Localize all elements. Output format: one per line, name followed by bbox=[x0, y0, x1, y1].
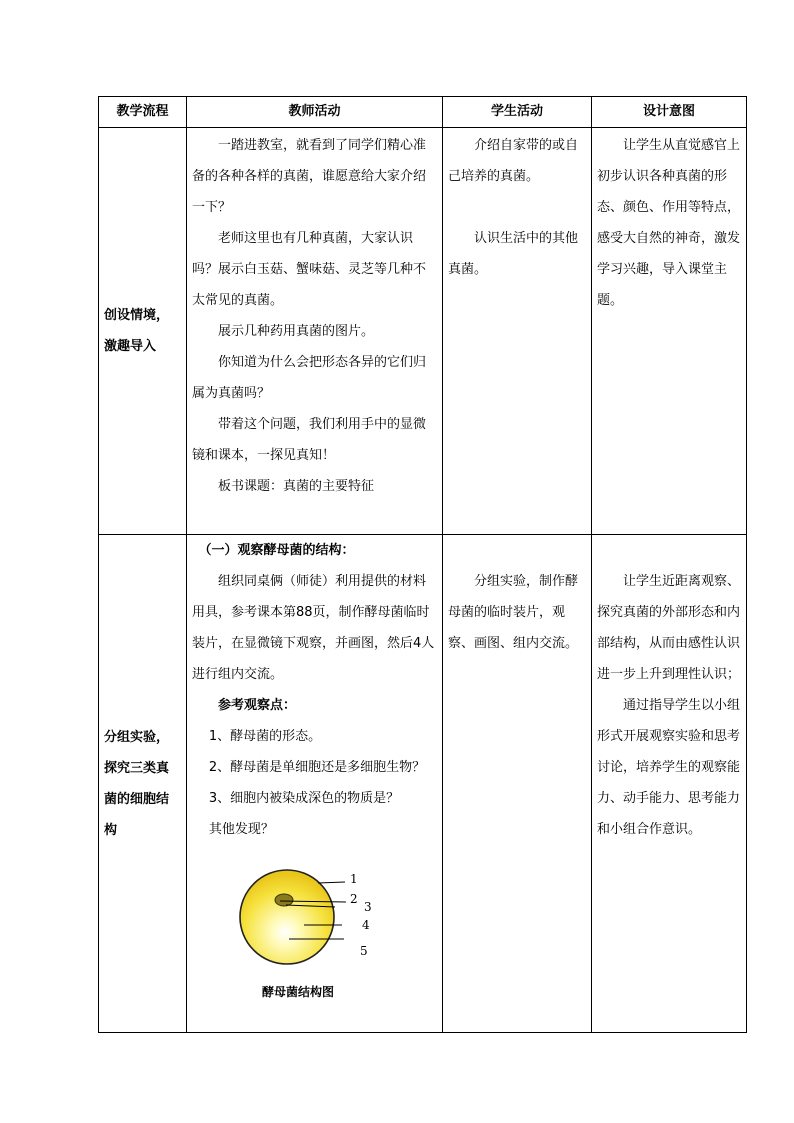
teacher-paragraph: 组织同桌俩（师徒）利用提供的材料用具，参考课本第88页，制作酵母菌临时装片，在显微镜下观察，并画图，然后4人进行组内交流。 bbox=[192, 574, 435, 682]
cell-nucleus bbox=[275, 894, 293, 906]
header-teacher: 教师活动 bbox=[187, 97, 443, 128]
lesson-plan-table bbox=[98, 96, 747, 1033]
cell-body bbox=[240, 870, 334, 964]
header-intent: 设计意图 bbox=[592, 97, 747, 128]
label-3: 3 bbox=[364, 900, 372, 914]
teacher-paragraph: 带着这个问题，我们利用手中的显微镜和课本，一探见真知！ bbox=[192, 417, 427, 463]
table-row bbox=[99, 128, 747, 535]
intent-cell bbox=[592, 128, 747, 535]
header-stage: 教学流程 bbox=[99, 97, 187, 128]
observation-point: 2、酵母菌是单细胞还是多细胞生物？ bbox=[208, 760, 426, 775]
stage-cell: 创设情境，激趣导入 bbox=[99, 128, 187, 535]
student-cell bbox=[443, 535, 592, 1033]
teacher-paragraph: 老师这里也有几种真菌，大家认识吗？展示白玉菇、蟹味菇、灵芝等几种不太常见的真菌。 bbox=[192, 231, 427, 308]
section-heading: （一）观察酵母菌的结构： bbox=[198, 543, 355, 558]
label-2: 2 bbox=[350, 892, 358, 906]
stage-cell: 分组实验，探究三类真菌的细胞结构 bbox=[99, 535, 187, 1033]
teacher-cell bbox=[187, 128, 443, 535]
yeast-structure-figure bbox=[192, 865, 432, 1005]
label-1: 1 bbox=[350, 872, 358, 886]
teacher-paragraph: 你知道为什么会把形态各异的它们归属为真菌吗？ bbox=[192, 355, 427, 401]
teacher-paragraph: 展示几种药用真菌的图片。 bbox=[218, 324, 375, 339]
points-heading: 参考观察点： bbox=[218, 698, 297, 713]
student-paragraph: 认识生活中的其他真菌。 bbox=[448, 231, 579, 277]
intent-cell bbox=[592, 535, 747, 1033]
intent-paragraph: 让学生近距离观察、探究真菌的外部形态和内部结构，从而由感性认识进一步上升到理性认识； bbox=[597, 574, 741, 682]
header-row bbox=[99, 97, 747, 128]
header-student: 学生活动 bbox=[443, 97, 592, 128]
teacher-paragraph: 一踏进教室，就看到了同学们精心准备的各种各样的真菌，谁愿意给大家介绍一下？ bbox=[192, 138, 427, 215]
figure-caption: 酵母菌结构图 bbox=[262, 985, 335, 999]
label-5: 5 bbox=[360, 944, 368, 958]
teacher-paragraph: 板书课题：真菌的主要特征 bbox=[218, 479, 375, 494]
label-4: 4 bbox=[362, 918, 370, 932]
observation-point: 1、酵母菌的形态。 bbox=[208, 729, 322, 744]
student-cell bbox=[443, 128, 592, 535]
intent-paragraph: 通过指导学生以小组形式开展观察实验和思考讨论，培养学生的观察能力、动手能力、思考能力和小组合作意识。 bbox=[597, 698, 741, 837]
observation-point: 3、细胞内被染成深色的物质是？ bbox=[208, 791, 400, 806]
table-row bbox=[99, 535, 747, 1033]
student-paragraph: 分组实验，制作酵母菌的临时装片，观察、画图、组内交流。 bbox=[448, 574, 579, 651]
student-paragraph: 介绍自家带的或自己培养的真菌。 bbox=[448, 138, 579, 184]
teacher-cell bbox=[187, 535, 443, 1033]
intent-paragraph: 让学生从直觉感官上初步认识各种真菌的形态、颜色、作用等特点，感受大自然的神奇，激发学习兴趣，导入课堂主题。 bbox=[597, 138, 741, 308]
other-findings: 其他发现？ bbox=[208, 822, 274, 837]
label-line-1 bbox=[318, 882, 345, 883]
